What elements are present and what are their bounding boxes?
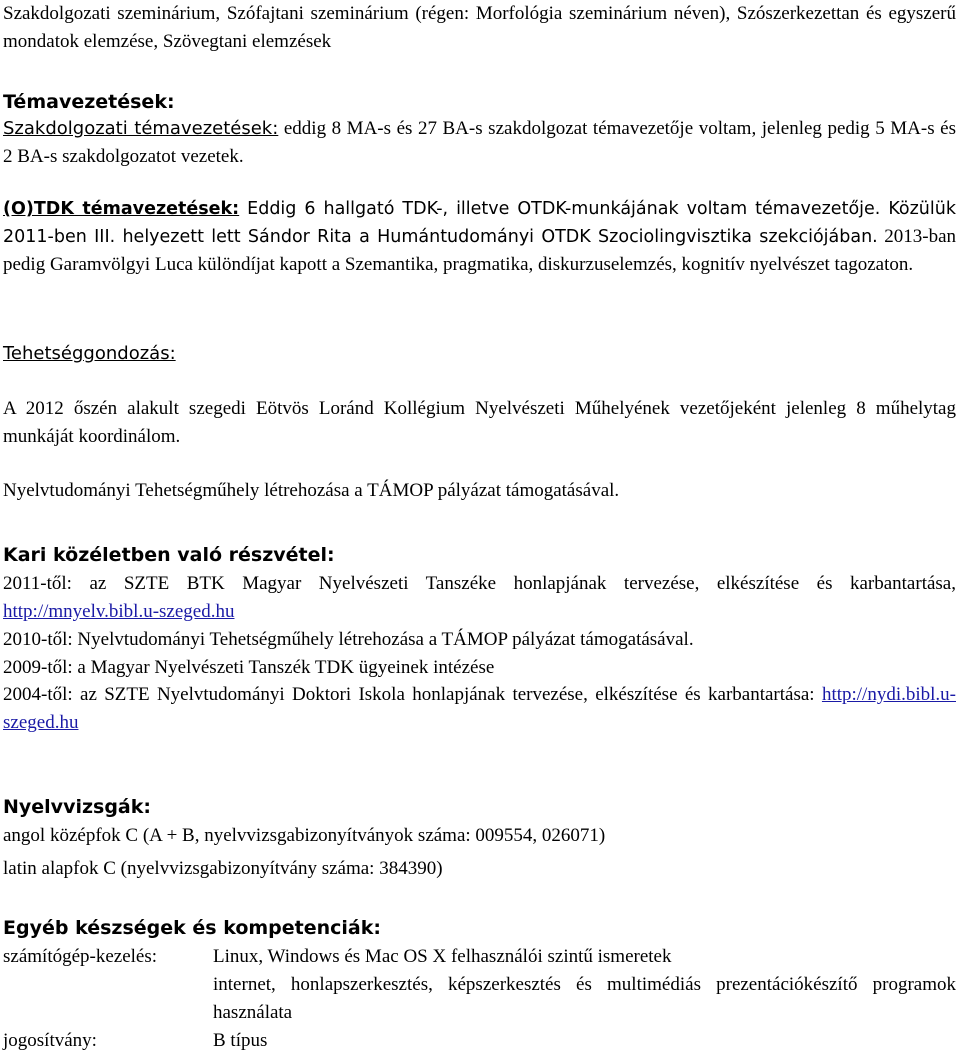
tehetseg-paragraph-2: Nyelvtudományi Tehetségműhely létrehozása a TÁMOP pályázat támogatásával.	[3, 480, 620, 501]
szakdolgozati-text: eddig 8 MA-s és 27 BA-s szakdolgozat témavezetője voltam, jelenleg pedig 5 MA-s és 2 BA-s szakdolgozatot vezetek.	[3, 118, 957, 167]
mnyelv-link[interactable]: http://mnyelv.bibl.u-szeged.hu	[3, 601, 235, 622]
kari-item-1-text: 2011-től: az SZTE BTK Magyar Nyelvészeti Tanszéke honlapjának tervezése, elkészítése és karbantartása,	[3, 573, 956, 594]
skills-list	[3, 943, 956, 1055]
skill-value-license: B típus	[213, 1030, 268, 1051]
tehetseg-paragraph-1: A 2012 őszén alakult szegedi Eötvös Loránd Kollégium Nyelvészeti Műhelyének vezetőjeként jelenleg 8 műhelytag munkáját koordinálom.	[3, 398, 956, 447]
nyelvvizsga-item-1: angol középfok C (A + B, nyelvvizsgabizonyítványok száma: 009554, 026071)	[3, 825, 606, 846]
szakdolgozati-paragraph	[3, 115, 956, 171]
nyelvvizsgak-heading: Nyelvvizsgák:	[3, 796, 151, 818]
skill-value-computer-2: internet, honlapszerkesztés, képszerkesztés és multimédiás prezentációkészítő programok használata	[213, 974, 956, 1023]
skill-row-computer	[3, 943, 956, 971]
intro-paragraph: Szakdolgozati szeminárium, Szófajtani szeminárium (régen: Morfológia szeminárium néven), Szószerkezettan és egyszerű mondatok elemzése, Szövegtani elemzések	[3, 3, 956, 52]
egyeb-heading: Egyéb készségek és kompetenciák:	[3, 917, 381, 939]
skill-key-computer: számítógép-kezelés:	[3, 946, 158, 967]
tehetseg-heading: Tehetséggondozás:	[3, 343, 176, 364]
kari-heading: Kari közéletben való részvétel:	[3, 544, 335, 566]
otdk-text-2: 2013-ban pedig Garamvölgyi Luca különdíjat kapott a Szemantika, pragmatika, diskurzuselemzés, kognitív nyelvészet tagozaton.	[3, 226, 956, 275]
kari-item-2: 2010-től: Nyelvtudományi Tehetségműhely létrehozása a TÁMOP pályázat támogatásával.	[3, 629, 694, 650]
kari-item-1	[3, 570, 956, 626]
nydi-link[interactable]: http://nydi.bibl.u-szeged.hu	[3, 684, 956, 733]
otdk-label: (O)TDK témavezetések:	[3, 199, 240, 219]
otdk-text: Eddig 6 hallgató TDK-, illetve OTDK-munkájának voltam témavezetője. Közülük 2011-ben III. helyezett lett Sándor Rita a Humántudományi OTDK Szociolingvisztika szekciójában.	[3, 199, 956, 247]
skill-value-computer: Linux, Windows és Mac OS X felhasználói szintű ismeretek	[213, 946, 672, 967]
szakdolgozati-label: Szakdolgozati témavezetések:	[3, 118, 279, 139]
kari-item-3: 2009-től: a Magyar Nyelvészeti Tanszék TDK ügyeinek intézése	[3, 657, 495, 678]
otdk-paragraph	[3, 195, 956, 279]
nyelvvizsga-item-2: latin alapfok C (nyelvvizsgabizonyítvány száma: 384390)	[3, 858, 443, 879]
skill-row-computer-2	[3, 971, 956, 1027]
kari-item-4-text: 2004-től: az SZTE Nyelvtudományi Doktori Iskola honlapjának tervezése, elkészítése és karbantartása:	[3, 684, 822, 705]
temavezetesek-heading: Témavezetések:	[3, 91, 175, 113]
kari-item-4	[3, 681, 956, 737]
skill-key-license: jogosítvány:	[3, 1030, 97, 1051]
